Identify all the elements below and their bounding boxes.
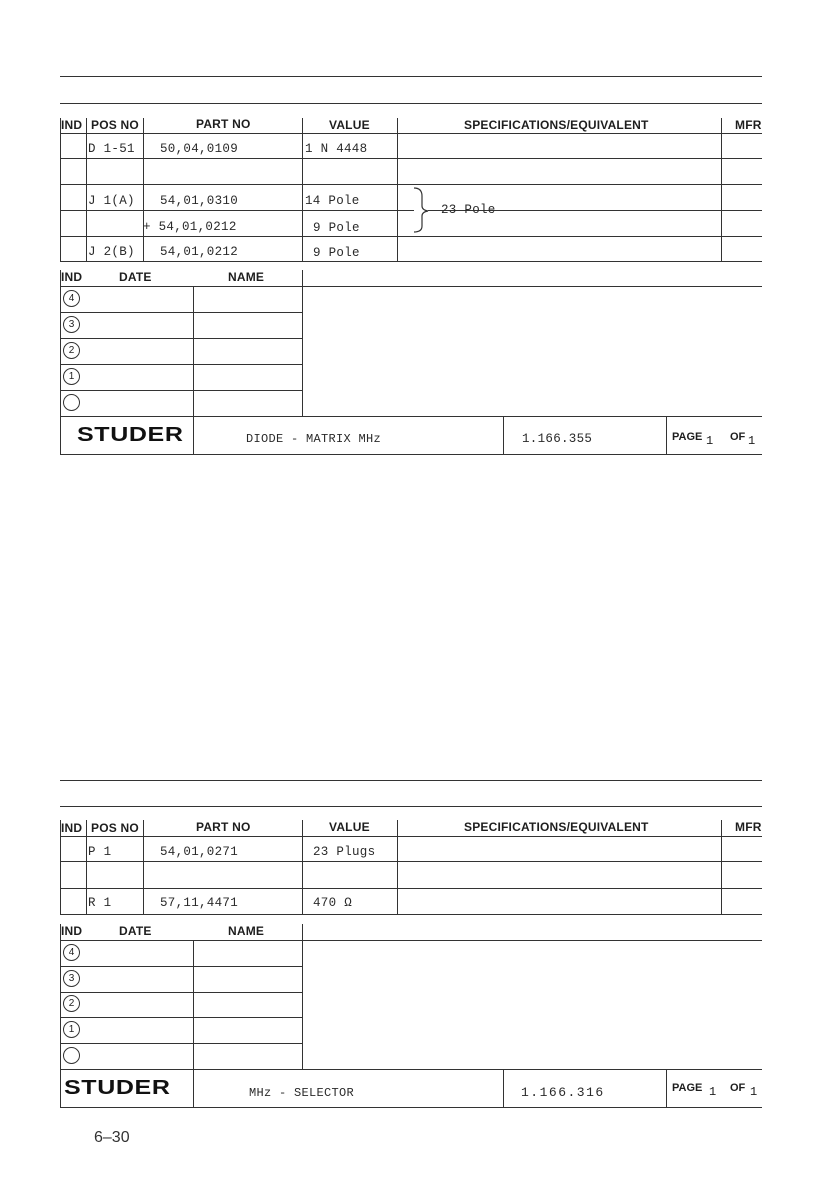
header-part-no: PART NO (196, 820, 251, 834)
header-mfr: MFR (735, 118, 762, 132)
rev-row-rule (60, 338, 302, 339)
rev-row-rule (60, 966, 302, 967)
rev-row-rule (60, 390, 302, 391)
row-value: 9 Pole (313, 246, 360, 260)
title-col-line (193, 1069, 194, 1107)
col-line (721, 118, 722, 261)
rev-col-line (302, 924, 303, 1069)
rev-row-rule (60, 1043, 302, 1044)
row-rule (60, 236, 762, 237)
col-line (60, 118, 61, 261)
row-part: 54,01,0310 (160, 194, 239, 208)
title-col-line (60, 416, 61, 454)
row-rule (60, 210, 414, 211)
drawing-title: MHz - SELECTOR (249, 1086, 355, 1100)
rev-header-name: NAME (228, 270, 265, 284)
rev-row-rule (60, 992, 302, 993)
col-line (397, 118, 398, 261)
revision-mark-1: 1 (63, 368, 80, 385)
page-label: PAGE (672, 1082, 703, 1094)
header-ind: IND (61, 118, 83, 132)
revision-mark-2: 2 (63, 342, 80, 359)
col-line (302, 820, 303, 914)
row-part: + 54,01,0212 (143, 220, 237, 234)
row-pos: J 1(A) (88, 194, 135, 208)
of-label: OF (730, 1082, 746, 1094)
rev-header-rule (60, 286, 762, 287)
row-value: 9 Pole (313, 221, 360, 235)
revision-mark-0 (63, 1047, 80, 1064)
header-bottom-rule (60, 836, 762, 837)
row-part: 57,11,4471 (160, 896, 239, 910)
drawing-number: 1.166.316 (521, 1085, 605, 1100)
row-rule (60, 184, 762, 185)
row-part: 54,01,0212 (160, 245, 239, 259)
rev-header-date: DATE (119, 270, 152, 284)
title-col-line (193, 416, 194, 454)
rev-row-rule (60, 312, 302, 313)
rev-row-rule (60, 1017, 302, 1018)
col-line (143, 820, 144, 914)
of-label: OF (730, 431, 746, 443)
row-pos: R 1 (88, 896, 112, 910)
row-value: 1 N 4448 (305, 142, 368, 156)
revision-mark-2: 2 (63, 995, 80, 1012)
revision-mark-3: 3 (63, 316, 80, 333)
brace-mark (410, 186, 436, 234)
rev-header-date: DATE (119, 924, 152, 938)
title-bottom-rule (60, 454, 762, 455)
title-col-line (503, 416, 504, 454)
header-mfr: MFR (735, 820, 762, 834)
of-value: 1 (750, 1085, 758, 1099)
row-value: 470 Ω (313, 896, 353, 910)
page-label: PAGE (672, 431, 703, 443)
row-pos: J 2(B) (88, 245, 135, 259)
rev-header-ind: IND (61, 270, 83, 284)
row-part: 50,04,0109 (160, 142, 239, 156)
title-col-line (666, 1069, 667, 1107)
rev-bottom-rule (60, 416, 762, 417)
title-col-line (60, 1069, 61, 1107)
rev-col-line (302, 270, 303, 416)
header-ind: IND (61, 821, 83, 835)
rev-col-line (60, 924, 61, 1069)
title-col-line (503, 1069, 504, 1107)
row-part: 54,01,0271 (160, 845, 239, 859)
col-line (721, 820, 722, 914)
row-value: 14 Pole (305, 194, 360, 208)
rev-header-name: NAME (228, 924, 265, 938)
col-line (302, 118, 303, 261)
col-line (143, 118, 144, 261)
row-rule (60, 158, 762, 159)
row-rule (60, 261, 762, 262)
header-bottom-rule (60, 133, 762, 134)
studer-logo: STUDER (77, 424, 184, 446)
page-value: 1 (709, 1085, 717, 1099)
header-spec: SPECIFICATIONS/EQUIVALENT (464, 118, 649, 132)
row-value: 23 Plugs (313, 845, 376, 859)
rev-col-line (60, 270, 61, 416)
header-pos-no: POS NO (91, 118, 139, 132)
row-pos: D 1-51 (88, 142, 135, 156)
header-part-no: PART NO (196, 117, 251, 131)
row-rule (60, 861, 762, 862)
revision-mark-3: 3 (63, 970, 80, 987)
rev-col-line (193, 286, 194, 416)
of-value: 1 (748, 434, 756, 448)
spec-note: 23 Pole (441, 203, 496, 217)
title-bottom-rule (60, 1107, 762, 1108)
header-value: VALUE (329, 118, 370, 132)
header-top-rule (60, 103, 762, 104)
rev-header-ind: IND (61, 924, 83, 938)
revision-mark-0 (63, 394, 80, 411)
studer-logo: STUDER (64, 1077, 171, 1099)
revision-mark-4: 4 (63, 290, 80, 307)
rev-row-rule (60, 364, 302, 365)
header-value: VALUE (329, 820, 370, 834)
top-rule (60, 780, 762, 781)
header-pos-no: POS NO (91, 821, 139, 835)
col-line (86, 118, 87, 261)
row-rule (60, 888, 762, 889)
row-pos: P 1 (88, 845, 112, 859)
page-value: 1 (706, 434, 714, 448)
revision-mark-1: 1 (63, 1021, 80, 1038)
header-top-rule (60, 806, 762, 807)
drawing-title: DIODE - MATRIX MHz (246, 432, 382, 446)
drawing-number: 1.166.355 (522, 432, 593, 446)
rev-header-rule (60, 940, 762, 941)
row-rule (60, 914, 762, 915)
rev-col-line (193, 940, 194, 1069)
rev-bottom-rule (60, 1069, 762, 1070)
page-number: 6–30 (94, 1129, 130, 1146)
col-line (397, 820, 398, 914)
revision-mark-4: 4 (63, 944, 80, 961)
col-line (86, 820, 87, 914)
top-rule (60, 76, 762, 77)
header-spec: SPECIFICATIONS/EQUIVALENT (464, 820, 649, 834)
title-col-line (666, 416, 667, 454)
